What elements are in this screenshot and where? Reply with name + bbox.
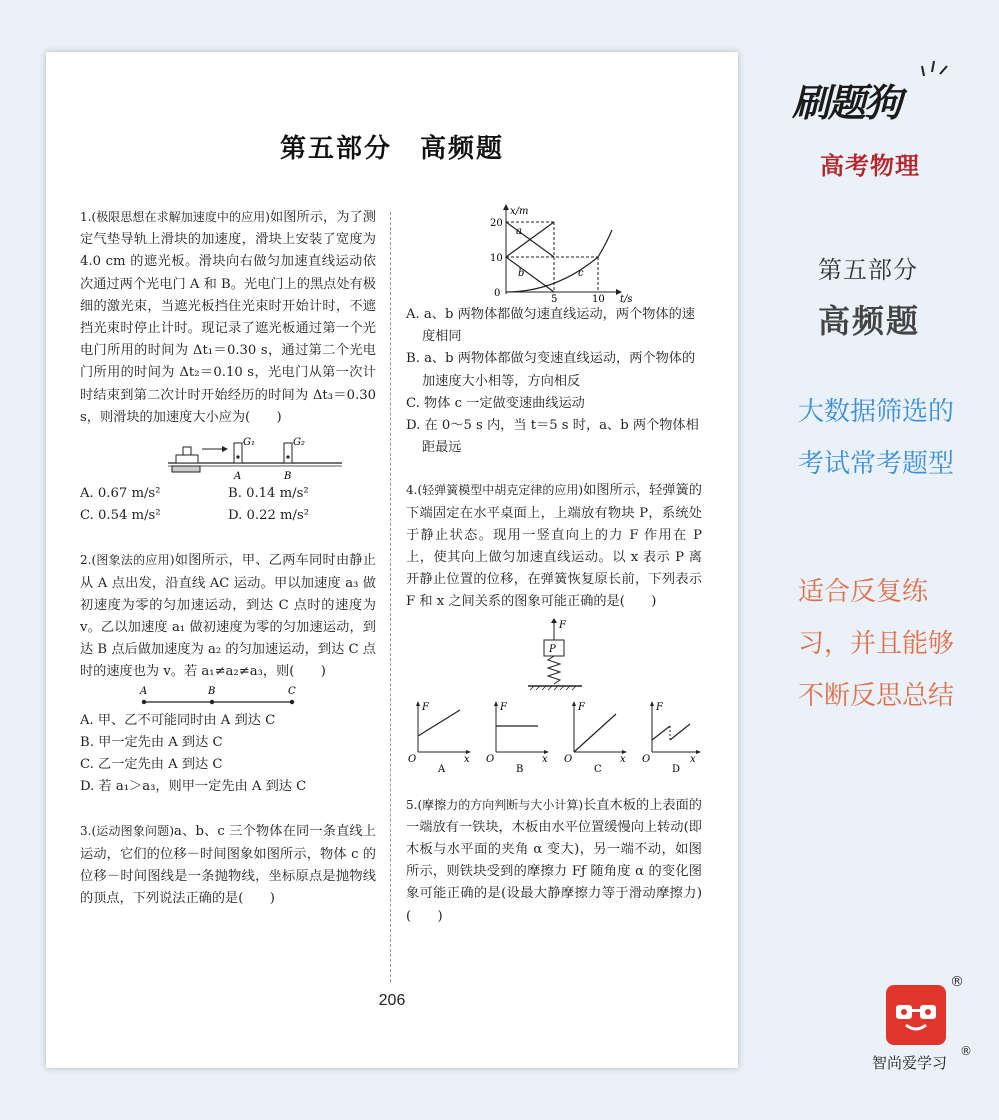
logo-rays-icon	[920, 58, 950, 78]
svg-text:x: x	[620, 753, 626, 765]
svg-text:O: O	[408, 753, 417, 765]
page-number: 206	[378, 992, 406, 1009]
svg-text:O: O	[642, 753, 651, 765]
graph-d	[642, 701, 701, 774]
question-4-tag: 4.(轻弹簧模型中胡克定律的应用)	[406, 483, 584, 498]
q3-option-d: D. 在 0～5 s 内，当 t＝5 s 时，a、b 两个物体相距最远	[406, 418, 699, 456]
question-1-stem: 如图所示，为了测定气垫导轨上滑块的加速度，滑块上安装了宽度为 4.0 cm 的遮光板。滑块向右做匀加速直线运动依次通过两个光电门 A 和 B。光电门上的黑点处有极细的激光束，当遮光板挡住光束时开始计时，不遮挡光束时停止计时。现记录了遮光板通过第一个光电门所用的时间为 Δt₁＝0.30 s，通过第二个光电门所用的时间为 Δt₂＝0.10 s，光电门从第一次计时结束到第二次计时开始经历的时间为 Δt₃＝0.30 s，则滑块的加速度大小应为( )	[80, 210, 376, 425]
q2-option-a: A. 甲、乙不可能同时由 A 到达 C	[80, 712, 276, 728]
x-axis-label: t/s	[620, 294, 633, 304]
question-1-tag: 1.(极限思想在求解加速度中的应用)	[80, 210, 270, 224]
line-c-label: c	[578, 268, 584, 279]
t-tick-5: 5	[551, 294, 558, 304]
q2-option-d: D. 若 a₁＞a₃，则甲一定先由 A 到达 C	[80, 779, 307, 795]
graph-b-label: B	[516, 763, 524, 774]
glasses-face-icon	[886, 985, 946, 1045]
brand-logo: 刷题狗	[792, 81, 901, 125]
air-track-diagram	[80, 435, 376, 483]
svg-text:F: F	[656, 701, 663, 713]
spring-block-diagram	[406, 618, 702, 700]
graph-b	[486, 701, 549, 774]
question-1-options-row2	[80, 505, 376, 527]
question-3-stem: a、b、c 三个物体在同一条直线上运动，它们的位移－时间图象如图所示，物体 c 的位移－时间图线是一条抛物线，坐标原点是抛物线的顶点，下列说法正确的是( )	[80, 824, 376, 907]
question-4	[406, 479, 702, 773]
label-b: B	[208, 685, 216, 697]
question-3-continued	[406, 204, 702, 459]
graph-a	[408, 701, 471, 774]
question-1-figure	[80, 435, 376, 483]
svg-text:O: O	[486, 753, 495, 765]
question-5-tag: 5.(摩擦力的方向判断与大小计算)	[406, 797, 584, 812]
question-1	[80, 206, 376, 527]
label-c: C	[288, 685, 296, 697]
question-1-options-row1	[80, 483, 376, 505]
page-sheet	[46, 52, 738, 1068]
y-tick-20: 20	[490, 218, 503, 229]
feature-text-1: 大数据筛选的考试常考题型	[798, 397, 955, 479]
label-g1: G₁	[243, 437, 255, 449]
svg-text:O: O	[564, 753, 573, 765]
label-g2: G₂	[293, 437, 305, 449]
question-3-graph	[406, 204, 702, 304]
column-divider	[390, 212, 391, 982]
svg-text:F: F	[422, 701, 429, 713]
svg-text:F: F	[500, 701, 507, 713]
y-axis-label: x/m	[510, 206, 529, 217]
registered-mark: ®	[950, 974, 964, 990]
label-b: B	[284, 471, 292, 483]
line-b-label: b	[518, 268, 525, 279]
label-a: A	[234, 471, 242, 483]
graph-c	[564, 701, 627, 774]
part-title: 高频题	[818, 302, 921, 340]
subject-label: 高考物理	[820, 152, 920, 180]
question-4-spring-figure	[406, 618, 702, 700]
label-a: A	[140, 685, 148, 697]
graph-a-label: A	[438, 763, 446, 774]
q1-option-d: D. 0.22 m/s²	[228, 508, 310, 524]
question-2-stem: 如图所示，甲、乙两车同时由静止从 A 点出发，沿直线 AC 运动。甲以加速度 a₃ 做初速度为零的匀加速运动，到达 C 点时的速度为 v。乙以加速度 a₁ 做初速度为零的匀加速运动，到达 B 点后做加速度为 a₂ 的匀加速运动，到达 C 点时的速度也为 v。若 a₁≠a₂≠a₃，则( )	[80, 553, 376, 680]
left-column	[80, 206, 376, 910]
q2-option-c: C. 乙一定先由 A 到达 C	[80, 757, 223, 773]
part-label: 第五部分	[818, 256, 918, 284]
q3-option-a: A. a、b 两物体都做匀速直线运动，两个物体的速度相同	[406, 307, 695, 345]
question-2-tag: 2.(图象法的应用)	[80, 553, 175, 568]
q3-option-b: B. a、b 两物体都做匀变速直线运动，两个物体的加速度大小相等，方向相反	[406, 351, 696, 389]
origin-label: 0	[494, 288, 501, 299]
right-column	[406, 206, 702, 928]
fx-graphs	[406, 700, 702, 774]
question-2-figure	[80, 684, 376, 710]
q2-option-b: B. 甲一定先由 A 到达 C	[80, 734, 223, 750]
question-2	[80, 549, 376, 798]
brand-name: 智尚爱学习	[872, 1054, 948, 1072]
question-4-stem: 如图所示，轻弹簧的下端固定在水平桌面上，上端放有物块 P，系统处于静止状态。现用一竖直向上的力 F 作用在 P 上，使其向上做匀加速直线运动。以 x 表示 P 离开静止位置的位移，在弹簧恢复原长前，下列表示 F 和 x 之间关系的图象可能正确的是( )	[406, 483, 702, 610]
svg-text:x: x	[464, 753, 470, 765]
block-p-label: P	[549, 643, 556, 655]
svg-text:x: x	[690, 753, 696, 765]
question-4-graph-options	[406, 700, 702, 774]
line-a-label: a	[516, 226, 522, 237]
force-f-label: F	[559, 619, 566, 631]
svg-text:x: x	[542, 753, 548, 765]
question-3-tag: 3.(运动图象问题)	[80, 824, 175, 839]
question-5	[406, 794, 702, 928]
q1-option-b: B. 0.14 m/s²	[228, 486, 309, 502]
q1-option-a: A. 0.67 m/s²	[80, 486, 161, 502]
promo-sidebar	[770, 0, 999, 1120]
question-5-stem: 长直木板的上表面的一端放有一铁块，木板由水平位置缓慢向上转动(即木板与水平面的夹角 α 变大)，另一端不动，如图所示，则铁块受到的摩擦力 Fƒ 随角度 α 的变化图象可能正确的是(设最大静摩擦力等于滑动摩擦力)( )	[406, 797, 702, 924]
line-abc-diagram	[80, 684, 376, 710]
feature-text-2: 适合反复练习，并且能够不断反思总结	[798, 577, 955, 711]
graph-d-label: D	[672, 763, 681, 774]
page-title: 第五部分 高频题	[279, 134, 504, 164]
registered-mark-small: ®	[960, 1044, 972, 1058]
q3-option-c: C. 物体 c 一定做变速曲线运动	[406, 395, 585, 411]
brand-icon	[886, 985, 946, 1045]
y-tick-10: 10	[490, 253, 503, 264]
xt-graph	[406, 204, 702, 304]
question-3	[80, 820, 376, 910]
svg-text:F: F	[578, 701, 585, 713]
graph-c-label: C	[594, 763, 602, 774]
t-tick-10: 10	[592, 294, 605, 304]
q1-option-c: C. 0.54 m/s²	[80, 508, 161, 524]
